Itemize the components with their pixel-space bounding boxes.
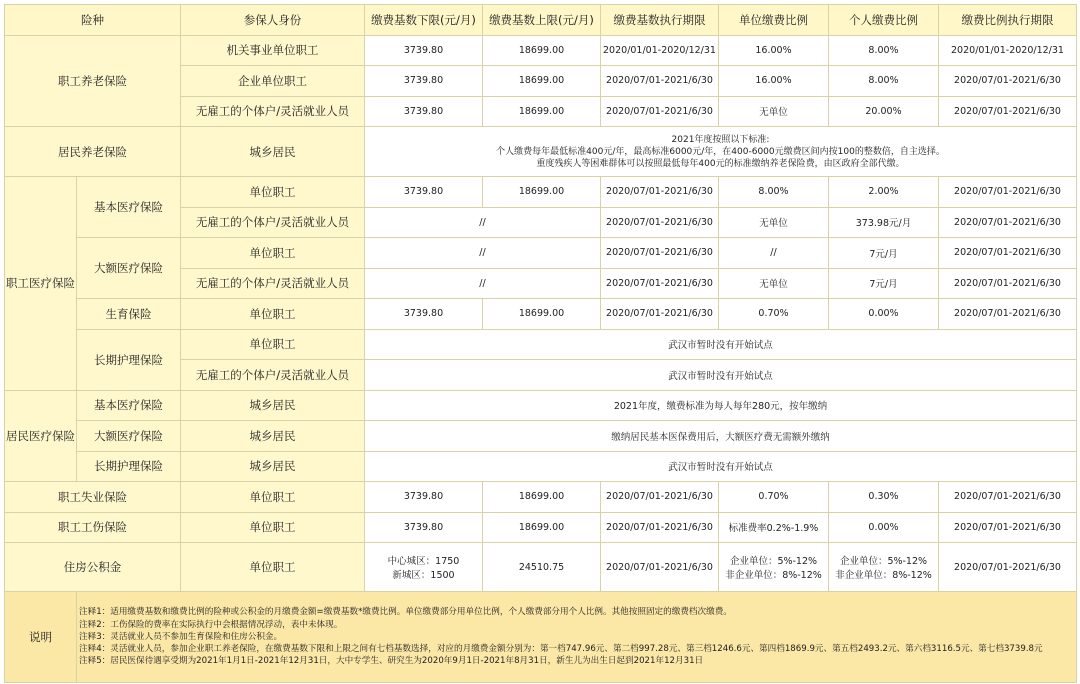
table-row [5, 543, 1077, 592]
personal-rate-cell: 0.00% [829, 299, 939, 330]
base-period-cell: 2020/07/01-2021/6/30 [601, 543, 719, 592]
base-period-cell: 2020/07/01-2021/6/30 [601, 238, 719, 269]
base-period-cell: 2020/07/01-2021/6/30 [601, 177, 719, 208]
note-line: 注释4：灵活就业人员，参加企业职工养老保险，在缴费基数下限和上限之间有七档基数选择，对应的月缴费金额分别为：第一档747.96元、第二档997.28元、第三档1246.6元、第四档1869.9元、第五档2493.2元、第六档3116.5元、第七档3739.8元 [79, 644, 1043, 655]
personal-rate-line: 企业单位：5%-12% [839, 556, 928, 567]
personal-rate-cell: 8.00% [829, 35, 939, 66]
personal-rate-cell: 373.98元/月 [829, 207, 939, 238]
table-row [5, 512, 1077, 543]
base-min-cell: 3739.80 [365, 66, 483, 97]
header-base-min: 缴费基数下限(元/月) [365, 5, 483, 36]
base-min-cell: 3739.80 [365, 299, 483, 330]
table-row [5, 299, 1077, 330]
group-employee-pension: 职工养老保险 [5, 35, 181, 127]
personal-rate-cell: 2.00% [829, 177, 939, 208]
rate-period-cell: 2020/07/01-2021/6/30 [939, 238, 1077, 269]
notes-label: 说明 [5, 592, 77, 683]
group-resident-pension: 居民养老保险 [5, 127, 181, 177]
personal-rate-cell: 20.00% [829, 96, 939, 127]
base-max-cell: 24510.75 [483, 543, 601, 592]
table-row [5, 451, 1077, 482]
base-max-cell: 18699.00 [483, 177, 601, 208]
rate-period-cell: 2020/07/01-2021/6/30 [939, 512, 1077, 543]
identity-cell: 单位职工 [181, 299, 365, 330]
group-housing-fund: 住房公积金 [5, 543, 181, 592]
rate-period-cell: 2020/07/01-2021/6/30 [939, 482, 1077, 513]
header-unit-rate: 单位缴费比例 [719, 5, 829, 36]
identity-cell: 单位职工 [181, 177, 365, 208]
rate-period-cell: 2020/07/01-2021/6/30 [939, 177, 1077, 208]
group-resident-medical: 居民医疗保险 [5, 390, 77, 482]
header-base-max: 缴费基数上限(元/月) [483, 5, 601, 36]
table-row [5, 329, 1077, 360]
table-row [5, 177, 1077, 208]
base-period-cell: 2020/07/01-2021/6/30 [601, 512, 719, 543]
insurance-rate-table [4, 4, 1077, 683]
group-unemployment: 职工失业保险 [5, 482, 181, 513]
base-period-cell: 2020/07/01-2021/6/30 [601, 268, 719, 299]
identity-cell: 单位职工 [181, 543, 365, 592]
identity-cell: 无雇工的个体户/灵活就业人员 [181, 96, 365, 127]
base-min-cell [365, 543, 483, 592]
base-max-cell: 18699.00 [483, 299, 601, 330]
base-period-cell: 2020/01/01-2020/12/31 [601, 35, 719, 66]
not-piloted-note: 武汉市暂时没有开始试点 [365, 329, 1077, 360]
unit-rate-line: 非企业单位：8%-12% [725, 570, 822, 581]
group-employee-medical: 职工医疗保险 [5, 177, 77, 391]
table-row [5, 390, 1077, 421]
rate-period-cell: 2020/07/01-2021/6/30 [939, 66, 1077, 97]
base-max-cell: 18699.00 [483, 96, 601, 127]
base-min-line: 新城区：1500 [392, 570, 455, 581]
resident-pension-note [365, 127, 1077, 177]
header-rate-period: 缴费比例执行期限 [939, 5, 1077, 36]
notes-content [77, 592, 1077, 683]
header-insured-identity: 参保人身份 [181, 5, 365, 36]
base-max-cell: 18699.00 [483, 512, 601, 543]
base-min-cell: 3739.80 [365, 35, 483, 66]
rate-period-cell: 2020/01/01-2020/12/31 [939, 35, 1077, 66]
unit-rate-cell: 0.70% [719, 299, 829, 330]
note-line: 2021年度按照以下标准: [671, 134, 770, 145]
base-period-cell: 2020/07/01-2021/6/30 [601, 96, 719, 127]
note-line: 个人缴费每年最低标准400元/年，最高标准6000元/年，在400-6000元缴费区间内按100的整数倍，自主选择。 [496, 146, 945, 157]
base-max-cell: 18699.00 [483, 35, 601, 66]
identity-cell: 企业单位职工 [181, 66, 365, 97]
base-period-cell: 2020/07/01-2021/6/30 [601, 207, 719, 238]
subgroup-long-term-care: 长期护理保险 [77, 451, 181, 482]
subgroup-maternity: 生育保险 [77, 299, 181, 330]
table-row [5, 421, 1077, 452]
table-row [5, 482, 1077, 513]
subgroup-basic-medical: 基本医疗保险 [77, 177, 181, 238]
unit-rate-cell: 标准费率0.2%-1.9% [719, 512, 829, 543]
identity-cell: 单位职工 [181, 238, 365, 269]
subgroup-major-medical: 大额医疗保险 [77, 238, 181, 299]
personal-rate-cell: 0.30% [829, 482, 939, 513]
base-min-cell: 3739.80 [365, 482, 483, 513]
personal-rate-cell [829, 543, 939, 592]
rate-period-cell: 2020/07/01-2021/6/30 [939, 543, 1077, 592]
rate-period-cell: 2020/07/01-2021/6/30 [939, 299, 1077, 330]
identity-cell: 无雇工的个体户/灵活就业人员 [181, 207, 365, 238]
personal-rate-cell: 8.00% [829, 66, 939, 97]
insurance-table-container [4, 4, 1076, 683]
identity-cell: 城乡居民 [181, 390, 365, 421]
base-max-cell: 18699.00 [483, 482, 601, 513]
header-row [5, 5, 1077, 36]
note-line: 注释3：灵活就业人员不参加生育保险和住房公积金。 [79, 631, 283, 642]
identity-cell: 城乡居民 [181, 451, 365, 482]
not-piloted-note: 武汉市暂时没有开始试点 [365, 451, 1077, 482]
personal-rate-cell: 0.00% [829, 512, 939, 543]
unit-rate-cell [719, 543, 829, 592]
base-min-cell: 3739.80 [365, 177, 483, 208]
base-period-cell: 2020/07/01-2021/6/30 [601, 66, 719, 97]
major-medical-note: 缴纳居民基本医保费用后，大额医疗费无需额外缴纳 [365, 421, 1077, 452]
base-min-cell: 3739.80 [365, 96, 483, 127]
identity-cell: 单位职工 [181, 329, 365, 360]
base-merged-cell: // [365, 268, 601, 299]
notes-row [5, 592, 1077, 683]
note-line: 注释2：工伤保险的费率在实际执行中会根据情况浮动，表中未体现。 [79, 619, 343, 630]
unit-rate-cell: 16.00% [719, 35, 829, 66]
header-base-period: 缴费基数执行期限 [601, 5, 719, 36]
base-merged-cell: // [365, 238, 601, 269]
unit-rate-cell: 无单位 [719, 96, 829, 127]
table-row [5, 127, 1077, 177]
unit-rate-cell: // [719, 238, 829, 269]
personal-rate-cell: 7元/月 [829, 238, 939, 269]
unit-rate-cell: 无单位 [719, 268, 829, 299]
unit-rate-line: 企业单位：5%-12% [729, 556, 818, 567]
unit-rate-cell: 0.70% [719, 482, 829, 513]
rate-period-cell: 2020/07/01-2021/6/30 [939, 96, 1077, 127]
table-row [5, 35, 1077, 66]
personal-rate-cell: 7元/月 [829, 268, 939, 299]
note-line: 注释5：居民医保待遇享受期为2021年1月1日-2021年12月31日，大中专学生、研究生为2020年9月1日-2021年8月31日，新生儿为出生日起到2021年12月31日 [79, 656, 704, 667]
subgroup-basic-medical: 基本医疗保险 [77, 390, 181, 421]
unit-rate-cell: 8.00% [719, 177, 829, 208]
identity-cell: 机关事业单位职工 [181, 35, 365, 66]
header-insurance-type: 险种 [5, 5, 181, 36]
rate-period-cell: 2020/07/01-2021/6/30 [939, 268, 1077, 299]
identity-cell: 单位职工 [181, 482, 365, 513]
identity-cell: 城乡居民 [181, 421, 365, 452]
note-line: 注释1：适用缴费基数和缴费比例的险种或公积金的月缴费金额=缴费基数*缴费比例。单位缴费部分用单位比例，个人缴费部分用个人比例。其他按照固定的缴费档次缴费。 [79, 607, 732, 618]
note-line: 重度残疾人等困难群体可以按照最低每年400元的标准缴纳养老保险费，由区政府全部代缴。 [536, 158, 905, 169]
personal-rate-line: 非企业单位：8%-12% [835, 570, 932, 581]
base-max-cell: 18699.00 [483, 66, 601, 97]
table-row [5, 238, 1077, 269]
base-merged-cell: // [365, 207, 601, 238]
subgroup-major-medical: 大额医疗保险 [77, 421, 181, 452]
identity-cell: 无雇工的个体户/灵活就业人员 [181, 360, 365, 391]
rate-period-cell: 2020/07/01-2021/6/30 [939, 207, 1077, 238]
subgroup-long-term-care: 长期护理保险 [77, 329, 181, 390]
header-personal-rate: 个人缴费比例 [829, 5, 939, 36]
group-work-injury: 职工工伤保险 [5, 512, 181, 543]
base-min-line: 中心城区：1750 [387, 556, 460, 567]
base-min-cell: 3739.80 [365, 512, 483, 543]
identity-cell: 无雇工的个体户/灵活就业人员 [181, 268, 365, 299]
unit-rate-cell: 16.00% [719, 66, 829, 97]
not-piloted-note: 武汉市暂时没有开始试点 [365, 360, 1077, 391]
resident-medical-note: 2021年度，缴费标准为每人每年280元，按年缴纳 [365, 390, 1077, 421]
identity-cell: 城乡居民 [181, 127, 365, 177]
base-period-cell: 2020/07/01-2021/6/30 [601, 299, 719, 330]
identity-cell: 单位职工 [181, 512, 365, 543]
base-period-cell: 2020/07/01-2021/6/30 [601, 482, 719, 513]
unit-rate-cell: 无单位 [719, 207, 829, 238]
